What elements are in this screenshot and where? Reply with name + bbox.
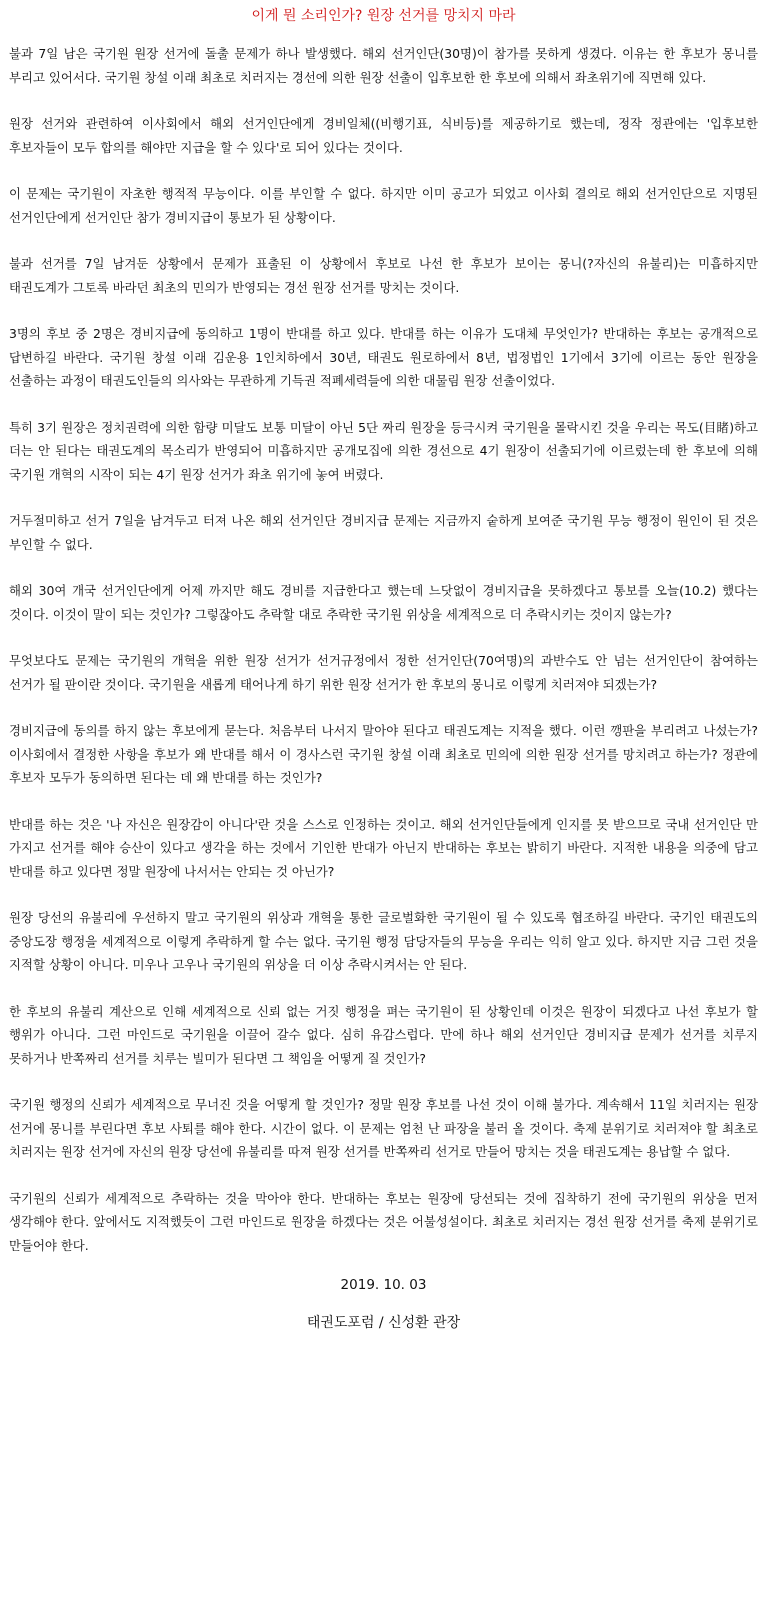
paragraph: 거두절미하고 선거 7일을 남겨두고 터져 나온 해외 선거인단 경비지급 문제는 지금까지 숱하게 보여준 국기원 무능 행정이 원인이 된 것은 부인할 수 없다. bbox=[9, 513, 758, 552]
article-date: 2019. 10. 03 bbox=[340, 1277, 427, 1293]
author-signature: 태권도포럼 / 신성환 관장 bbox=[306, 1315, 461, 1331]
paragraph: 국기원 행정의 신뢰가 세계적으로 무너진 것을 어떻게 할 것인가? 정말 원장 후보를 나선 것이 이해 불가다. 계속해서 11일 치러지는 원장 선거에 몽니를 부린다면 후보 사퇴를 해야 한다. 시간이 없다. 이 문제는 엄천 난 파장을 불러 올 것이다. 축제 분위기로 치러져야 할 최초로 치러지는 원장 선거에 자신의 원장 당선에 유불리를 따져 원장 선거를 반쪽짜리 선거로 만들어 망치는 것을 태권도계는 용납할 수 없다. bbox=[9, 1097, 758, 1159]
paragraph: 이 문제는 국기원이 자초한 행적적 무능이다. 이를 부인할 수 없다. 하지만 이미 공고가 되었고 이사회 결의로 해외 선거인단으로 지명된 선거인단에게 선거인단 참가 경비지급이 통보가 된 상황이다. bbox=[9, 186, 758, 225]
paragraph: 불과 선거를 7일 남겨둔 상황에서 문제가 표출된 이 상황에서 후보로 나선 한 후보가 보이는 몽니(?자신의 유불리)는 미흡하지만 태권도계가 그토록 바라던 최초의 민의가 반영되는 경선 원장 선거를 망치는 것이다. bbox=[9, 256, 758, 295]
paragraph: 국기원의 신뢰가 세계적으로 추락하는 것을 막아야 한다. 반대하는 후보는 원장에 당선되는 것에 집착하기 전에 국기원의 위상을 먼저 생각해야 한다. 앞에서도 지적했듯이 그런 마인드로 원장을 하겠다는 것은 어불성설이다. 최초로 치러지는 경선 원장 선거를 축제 분위기로 만들어야 한다. bbox=[9, 1190, 758, 1253]
paragraph: 특히 3기 원장은 정치권력에 의한 함량 미달도 보통 미달이 아닌 5단 짜리 원장을 등극시켜 국기원을 몰락시킨 것을 우리는 목도(目睹)하고 더는 안 된다는 태권도계의 목소리가 반영되어 미흡하지만 공개모집에 의한 경선으로 4기 원장이 선출되기에 이르렀는데 한 후보에 의해 국기원 개혁의 시작이 되는 4기 원장 선거가 좌초 위기에 놓여 버렸다. bbox=[9, 419, 758, 482]
paragraph: 경비지급에 동의를 하지 않는 후보에게 묻는다. 처음부터 나서지 말아야 된다고 태권도계는 지적을 했다. 이런 깽판을 부리려고 나섰는가? 이사회에서 결정한 사항을 후보가 왜 반대를 해서 이 경사스런 국기원 창설 이래 최초로 민의에 의한 원장 선거를 망치려고 하는가? 정관에 후보자 모두가 동의하면 된다는 데 왜 반대를 하는 것인가? bbox=[9, 723, 758, 785]
paragraph: 해외 30여 개국 선거인단에게 어제 까지만 해도 경비를 지급한다고 했는데 느닷없이 경비지급을 못하겠다고 통보를 오늘(10.2) 했다는 것이다. 이것이 말이 되는 것인가? 그렇잖아도 추락할 대로 추락한 국기원 위상을 세계적으로 더 추락시키는 것이지 않는가? bbox=[9, 583, 758, 622]
article-body bbox=[9, 42, 758, 1257]
paragraph: 불과 7일 남은 국기원 원장 선거에 돌출 문제가 하나 발생했다. 해외 선거인단(30명)이 참가를 못하게 생겼다. 이유는 한 후보가 몽니를 부리고 있어서다. 국기원 창설 이래 최초로 치러지는 경선에 의한 원장 선출이 입후보한 한 후보에 의해서 좌초위기에 직면해 있다. bbox=[9, 46, 758, 85]
paragraph: 한 후보의 유불리 계산으로 인해 세계적으로 신뢰 없는 거짓 행정을 펴는 국기원이 된 상황인데 이것은 원장이 되겠다고 나선 후보가 할 행위가 아니다. 그런 마인드로 국기원을 이끌어 갈수 없다. 심히 유감스럽다. 만에 하나 해외 선거인단 경비지급 문제가 선거를 치루지 못하거나 반쪽짜리 선거를 치루는 빌미가 된다면 그 책임을 어떻게 질 것인가? bbox=[9, 1003, 758, 1066]
paragraph: 3명의 후보 중 2명은 경비지급에 동의하고 1명이 반대를 하고 있다. 반대를 하는 이유가 도대체 무엇인가? 반대하는 후보는 공개적으로 답변하길 바란다. 국기원 창설 이래 김운용 1인치하에서 30년, 태권도 원로하에서 8년, 법정법인 1기에서 3기에 이르는 동안 원장을 선출하는 과정이 태권도인들의 의사와는 무관하게 기득권 적폐세력들에 의한 대물림 원장 선출이었다. bbox=[9, 326, 758, 388]
paragraph: 반대를 하는 것은 '나 자신은 원장감이 아니다'란 것을 스스로 인정하는 것이고. 해외 선거인단들에게 인지를 못 받으므로 국내 선거인단 만 가지고 선거를 해야 승산이 있다고 생각을 하는 것에서 기인한 반대가 아닌지 반대하는 후보는 밝히기 바란다. 지적한 내용을 의중에 담고 반대를 하고 있다면 정말 원장에 나서서는 안되는 것 아닌가? bbox=[9, 816, 758, 879]
paragraph: 무엇보다도 문제는 국기원의 개혁을 위한 원장 선거가 선거규정에서 정한 선거인단(70여명)의 과반수도 안 넘는 선거인단이 참여하는 선거가 될 판이란 것이다. 국기원을 새롭게 태어나게 하기 위한 원장 선거가 한 후보의 몽니로 이렇게 치러져야 되겠는가? bbox=[9, 653, 758, 692]
paragraph: 원장 선거와 관련하여 이사회에서 해외 선거인단에게 경비일체((비행기표, 식비등)를 제공하기로 했는데, 정작 정관에는 '입후보한 후보자들이 모두 합의를 해야만 지급을 할 수 있다'로 되어 있다는 것이다. bbox=[9, 116, 758, 155]
article-title: 이게 뭔 소리인가? 원장 선거를 망치지 마라 bbox=[251, 8, 516, 24]
paragraph: 원장 당선의 유불리에 우선하지 말고 국기원의 위상과 개혁을 통한 글로벌화한 국기원이 될 수 있도록 협조하길 바란다. 국기인 태권도의 중앙도장 행정을 세계적으로 이렇게 추락하게 할 수는 없다. 국기원 행정 담당자들의 무능을 우리는 익히 알고 있다. 하지만 지금 그런 것을 지적할 상황이 아니다. 미우나 고우나 국기원의 위상을 더 이상 추락시켜서는 안 된다. bbox=[9, 910, 758, 972]
